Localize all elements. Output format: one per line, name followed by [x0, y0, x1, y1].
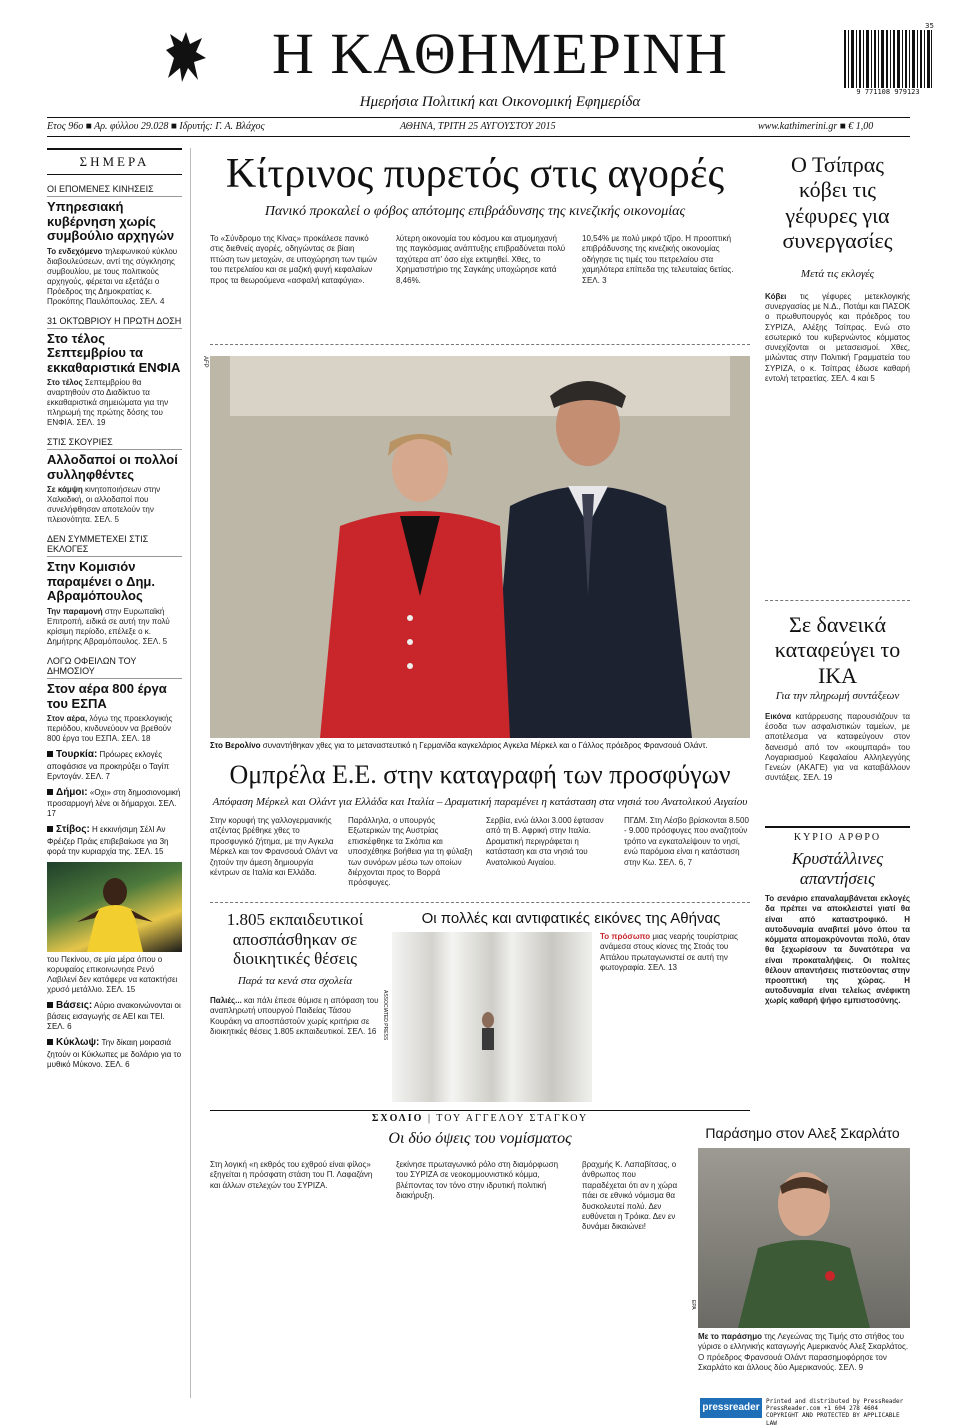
brief-item[interactable]: Κύκλωψ: Την δίκαιη μοιρασιά ζητούν οι Κύκλωπες με δολάριο για το μυθικό Μύκονο. ΣΕΛ. 6 — [47, 1037, 182, 1069]
lead-col-2: λύτερη οικονομία του κόσμου και ατμομηχανή της παγκόσμιας ανάπτυξης επιβραδύνεται πολύ ταχύτερα απ' όσο είχε εκτιμηθεί. Χθες, το Χρηματιστήριο της Σαγκάης υποχώρησε κατά 8,46%. — [396, 234, 566, 285]
barcode-number: 9 771108 979123 — [856, 88, 920, 96]
scarlatos-photo-credit: EPA — [690, 1300, 696, 1310]
sidebar-title: Υπηρεσιακή κυβέρνηση χωρίς συμβούλιο αρχηγών — [47, 199, 175, 244]
teachers-headline[interactable]: 1.805 εκπαιδευτικοί αποσπάσθηκαν σε διοικητικές θέσεις — [226, 910, 364, 969]
scholio-headline[interactable]: Οι δύο όψεις του νομίσματος — [388, 1130, 572, 1147]
editorial-body: Το σενάριο επαναλαμβάνεται εκλογές δα πρέπει να αποκλειστεί γιατί θα είναι από καταστροφικό. Η αυτοδυναμία αναβιτεί μόνο όπου τα κόμματα απομακρύνονται πολύ, όταν θα ξεχωρίσουν τα δυνατότερα να είναι προκαταλήψεις. Οι πολίτες θέλουν απαντήσεις πιστεύοντας στην προοπτική της χώρας. Η αυτοδυναμία είναι τελείως ανέφικτη χωρίς καθαρή ψήφο εμπιστοσύνης. — [765, 894, 910, 1006]
refugees-col-3: Σερβία, ενώ άλλοι 3.000 έφτασαν από τη Β. Αφρική στην Ιταλία. Δραματική περιγράφεται η κατάσταση και στα νησιά του Ανατολικού Αιγαίου. — [486, 816, 604, 867]
scarlatos-headline[interactable]: Παράσημο στον Αλεξ Σκαρλάτο — [705, 1125, 900, 1141]
main-photo-caption: Στο Βερολίνο συναντήθηκαν χθες για το μεταναστευτικό η Γερμανίδα καγκελάριος Αγκελα Μέρκελ και ο Γάλλος πρόεδρος Φρανσουά Ολάντ. — [210, 741, 708, 750]
sidebar-item[interactable]: ΟΙ ΕΠΟΜΕΝΕΣ ΚΙΝΗΣΕΙΣ Υπηρεσιακή κυβέρνηση χωρίς συμβούλιο αρχηγών Το ενδεχόμενο τηλεφωνικού κύκλου διαβουλεύσεων, αντί της σύγκλησης συμβουλίου, με τους πολιτικούς αρχηγούς, φέρεται να εξετάζει ο Πρόεδρος της Δημοκρατίας κ. Προκόπης Παυλόπουλος. ΣΕΛ. 4 — [47, 181, 182, 307]
barcode-issue: 35 — [925, 22, 934, 30]
sidebar-title: Στον αέρα 800 έργα του ΕΣΠΑ — [47, 681, 167, 711]
scarlatos-photo — [698, 1148, 910, 1328]
sidebar-title: Στο τέλος Σεπτεμβρίου τα εκκαθαριστικά ΕΝΦΙΑ — [47, 330, 181, 375]
scarlatos-body: Με το παράσημο της Λεγεώνας της Τιμής στο στήθος του γύρισε ο ελληνικής καταγωγής Αμερικανός Αλεξ Σκαρλάτος. Ο πρόεδρος Φρανσουά Ολάντ παρασημοφόρησε τον Σκαρλάτο και άλλους δύο Αμερικανούς. ΣΕΛ. 9 — [698, 1332, 909, 1373]
scholio-col-2: ξεκίνησε πρωταγωνικό ρόλο στη διαμόρφωση του ΣΥΡΙΖΑ σε νεοκομμουνιστικό κόμμα, βλέποντας τον τόνο στην ιδρυτική πολιτική διακήρυξη. — [396, 1160, 559, 1201]
masthead-subtitle: Ημερήσια Πολιτική και Οικονομική Εφημερίδα — [359, 94, 641, 110]
sidebar-item[interactable]: ΛΟΓΩ ΟΦΕΙΛΩΝ ΤΟΥ ΔΗΜΟΣΙΟΥ Στον αέρα 800 έργα του ΕΣΠΑ Στον αέρα, λόγω της προεκλογικής περιόδου, κινδυνεύουν να βρεθούν 800 έργα του ΕΣΠΑ. ΣΕΛ. 18 — [47, 653, 182, 744]
photo-credit: AFP — [202, 356, 208, 368]
website-price: www.kathimerini.gr ■ € 1,00 — [758, 121, 874, 132]
editorial-headline[interactable]: Κρυστάλλινες απαντήσεις — [791, 849, 884, 888]
scholio-col-3: βραχμής Κ. Λαπαβίτσας, ο άνθρωπος που παραδέχεται ότι αν η χώρα πάει σε εθνικό νόμισμα θα δυσκολευτεί πολύ. Δεν ευθύνεται η Τρόικα. Δεν εν δυνάμει δικαιώνει! — [582, 1160, 678, 1232]
athens-columns-photo — [392, 932, 592, 1102]
barcode-icon — [842, 30, 934, 88]
brief-item[interactable]: Δήμοι: «Οχι» στη δημοσιονομική προσαρμογή λένε οι δήμαρχοι. ΣΕΛ. 17 — [47, 786, 181, 819]
refugees-headline[interactable]: Ομπρέλα Ε.Ε. στην καταγραφή των προσφύγων — [229, 760, 731, 789]
lead-subhead: Πανικό προκαλεί ο φόβος απότομης επιβράδυνσης της κινεζικής οικονομίας — [264, 204, 686, 219]
sidebar-kicker: 31 ΟΚΤΩΒΡΙΟΥ Η ΠΡΩΤΗ ΔΟΣΗ — [47, 313, 182, 329]
athlete-photo — [47, 862, 182, 952]
masthead-rule — [47, 117, 910, 118]
sidebar-title: Αλλοδαποί οι πολλοί συλληφθέντες — [47, 452, 178, 482]
pressreader-notice: Printed and distributed by PressReader PressReader.com +1 604 278 4604 COPYRIGHT AND PROTECTED BY APPLICABLE LAW — [766, 1398, 904, 1427]
scholio-rule — [210, 1110, 750, 1111]
sidebar-kicker: ΛΟΓΩ ΟΦΕΙΛΩΝ ΤΟΥ ΔΗΜΟΣΙΟΥ — [47, 653, 182, 679]
column-divider — [190, 148, 191, 1398]
sidebar-item[interactable]: ΣΤΙΣ ΣΚΟΥΡΙΕΣ Αλλοδαποί οι πολλοί συλληφθέντες Σε κάμψη κινητοποιήσεων στην Χαλκιδική, οι αλλοδαποί που συνελήφθησαν αποτελούν την πλειονότητα. ΣΕΛ. 5 — [47, 434, 182, 525]
sidebar-kicker: ΔΕΝ ΣΥΜΜΕΤΕΧΕΙ ΣΤΙΣ ΕΚΛΟΓΕΣ — [47, 531, 182, 557]
sidebar-kicker: ΣΤΙΣ ΣΚΟΥΡΙΕΣ — [47, 434, 182, 450]
scholio-label: ΣΧΟΛΙΟ | ΤΟΥ ΑΓΓΕΛΟΥ ΣΤΑΓΚΟΥ — [371, 1113, 589, 1124]
editorial-box — [765, 826, 910, 1007]
brief-item[interactable]: Τουρκία: Πρόωρες εκλογές αποφάσισε να προκηρύξει ο Ταγίπ Ερντογάν. ΣΕΛ. 7 — [47, 749, 170, 781]
dashed-divider — [210, 344, 750, 345]
pressreader-logo: pressreader — [700, 1398, 762, 1418]
brief-item[interactable]: Στίβος: Η εκκινήσιμη ΣέλΙ Αν Φρέιζερ Πράις επιβεβαίωσε για 3η φορά την κυριαρχία της. ΣΕΛ. 15 — [47, 824, 169, 856]
refugees-col-4: ΠΓΔΜ. Στη Λέσβο βρίσκονται 8.500 - 9.000 πρόσφυγες που αναζητούν τρόπο να εγκαταλείψουν το νησί, ενώ παρόμοια είναι η κατάσταση στην Κω. ΣΕΛ. 6, 7 — [624, 816, 749, 867]
lead-headline[interactable]: Κίτρινος πυρετός στις αγορές — [225, 151, 725, 197]
griffin-logo-icon — [160, 28, 210, 86]
ika-headline[interactable]: Σε δανεικά καταφεύγει το ΙΚΑ — [774, 612, 901, 688]
tsipras-body: Κόβει τις γέφυρες μετεκλογικής συνεργασίας με Ν.Δ., Ποτάμι και ΠΑΣΟΚ ο πρωθυπουργός και πρόεδρος του ΣΥΡΙΖΑ, Αλέξης Τσίπρας. Ενώ στο εσωτερικό του κυβερνώντος κόμματος συνεχίζονται οι μετασεισμοί. Χθες, μιλώντας στην Πολιτική Γραμματεία του ΣΥΡΙΖΑ, ο κ. Τσίπρας έδωσε καθαρή εντολή τετραετίας. ΣΕΛ. 4 και 5 — [765, 292, 910, 383]
tsipras-subhead: Μετά τις εκλογές — [800, 268, 875, 280]
teachers-body: Παλιές... και πάλι έπεσε θύμισε η απόφαση του αναπληρωτή υπουργού Παιδείας Τάσου Κουράκη να αποσπάστούν χωρίς κριτήρια σε διοικητικές θέσεις 1.805 εκπαιδευτικοί. ΣΕΛ. 16 — [210, 996, 379, 1037]
infobar-rule — [47, 136, 910, 137]
lead-col-1: Το «Σύνδρομο της Κίνας» προκάλεσε πανικό στις διεθνείς αγορές, οδηγώντας σε βίαιη πτώση των μετοχών, σε υποχώρηση των τιμών του πετρελαίου και σε μαζική φυγή κεφαλαίων προς τα θεωρούμενα «ασφαλή καταφύγια». — [210, 234, 377, 285]
date-line: ΑΘΗΝΑ, ΤΡΙΤΗ 25 ΑΥΓΟΥΣΤΟΥ 2015 — [400, 121, 556, 132]
merkel-hollande-photo — [210, 356, 750, 738]
athens-headline[interactable]: Οι πολλές και αντιφατικές εικόνες της Αθήνας — [421, 910, 721, 927]
sidebar-item[interactable]: 31 ΟΚΤΩΒΡΙΟΥ Η ΠΡΩΤΗ ΔΟΣΗ Στο τέλος Σεπτεμβρίου τα εκκαθαριστικά ΕΝΦΙΑ Στο τέλος Σεπτεμβρίου θα αναρτηθούν στο Διαδίκτυο τα εκκαθαριστικά σημειώματα για την πληρωμή της πρώτης δόσης του ΕΝΦΙΑ. ΣΕΛ. 19 — [47, 313, 182, 429]
editorial-label: ΚΥΡΙΟ ΑΡΘΡΟ — [793, 832, 882, 843]
athens-photo-credit: ASSOCIATED PRESS — [382, 990, 388, 1041]
refugees-subhead: Απόφαση Μέρκελ και Ολάντ για Ελλάδα και Ιταλία – Δραματική παραμένει η κατάσταση στα νησιά του Ανατολικού Αιγαίου — [212, 796, 748, 808]
brief-item[interactable]: Βάσεις: Αύριο ανακοινώνονται οι βάσεις εισαγωγής σε ΑΕΙ και ΤΕΙ. ΣΕΛ. 6 — [47, 999, 181, 1032]
scholio-col-1: Στη λογική «η εκθρός του εχθρού είναι φίλος» εξηγείται η πρόσφατη στάση του Π. Λαφαζάνη και άλλων στελεχών του ΣΥΡΙΖΑ. — [210, 1160, 373, 1190]
masthead-title: Η ΚΑΘΗΜΕΡΙΝΗ — [272, 21, 728, 86]
athens-body: Το πρόσωπο μιας νεαρής τουρίστριας ανάμεσα στους κίονες της Στοάς του Αττάλου πρωταγωνιστεί σε αυτή την φωτογραφία. ΣΕΛ. 13 — [600, 932, 738, 973]
teachers-subhead: Παρά τα κενά στα σχολεία — [237, 975, 353, 987]
sidebar-title: Στην Κομισιόν παραμένει ο Δημ. Αβραμόπουλος — [47, 559, 155, 604]
sidebar-kicker: ΟΙ ΕΠΟΜΕΝΕΣ ΚΙΝΗΣΕΙΣ — [47, 181, 182, 197]
dashed-divider — [765, 600, 910, 601]
refugees-col-2: Παράλληλα, ο υπουργός Εξωτερικών της Αυστρίας επισκέφθηκε τα Σκόπια και υποσχέθηκε βοήθεια για τη φύλαξη των συνόρων μέσω των οποίων διέρχονται προς το Βορρά πρόσφυγες. — [348, 816, 473, 888]
issue-info: Ετος 96ο ■ Αρ. φύλλου 29.028 ■ Ιδρυτής: Γ. Α. Βλάχος — [47, 121, 265, 132]
tsipras-headline[interactable]: Ο Τσίπρας κόβει τις γέφυρες για συνεργασίες — [782, 152, 893, 253]
ika-body: Εικόνα κατάρρευσης παρουσιάζουν τα έσοδα των ασφαλιστικών ταμείων, με αποτέλεσμα να καταφεύγουν στον δανεισμό από τον «κουμπαρά» του Λογαριασμού Κεφαλαίου Αλληλεγγύης Γενεών (ΑΚΑΓΕ) για να καταβάλλουν συντάξεις. ΣΕΛ. 19 — [765, 712, 910, 783]
sidebar-header: ΣΗΜΕΡΑ — [47, 148, 182, 175]
ika-subhead: Για την πληρωμή συντάξεων — [775, 690, 900, 702]
lead-col-3: 10,54% με πολύ μικρό τζίρο. Η προοπτική επιβράδυνσης της κινεζικής οικονομίας οδήγησε τις τιμές του πετρελαίου στα χαμηλότερα επίπεδα της τελευταίας 6ετίας. ΣΕΛ. 3 — [582, 234, 734, 285]
athlete-caption: του Πεκίνου, σε μία μέρα όπου ο κορυφαίος επικοινωνησε Ρενό Λαβιλενί δεν κατάφερε να κατακτήσει χρυσό μετάλλιο. ΣΕΛ. 15 — [47, 954, 178, 994]
sidebar-today — [47, 148, 182, 1070]
sidebar-item[interactable]: ΔΕΝ ΣΥΜΜΕΤΕΧΕΙ ΣΤΙΣ ΕΚΛΟΓΕΣ Στην Κομισιόν παραμένει ο Δημ. Αβραμόπουλος Την παραμονή στην Ευρωπαϊκή Επιτροπή, ειδικά σε αυτή την πολύ κρίσιμη περίοδο, επέλεξε ο κ. Δημήτρης Αβραμόπουλος. ΣΕΛ. 5 — [47, 531, 182, 647]
dashed-divider — [210, 902, 750, 903]
refugees-col-1: Στην κορυφή της γαλλογερμανικής ατζέντας βρέθηκε χθες το προσφυγικό ζήτημα, με την Αγκελα Μέρκελ και τον Φρανσουά Ολάντ να ζητούν την άμεση δημιουργία κέντρων σε Ιταλία και Ελλάδα. — [210, 816, 338, 877]
